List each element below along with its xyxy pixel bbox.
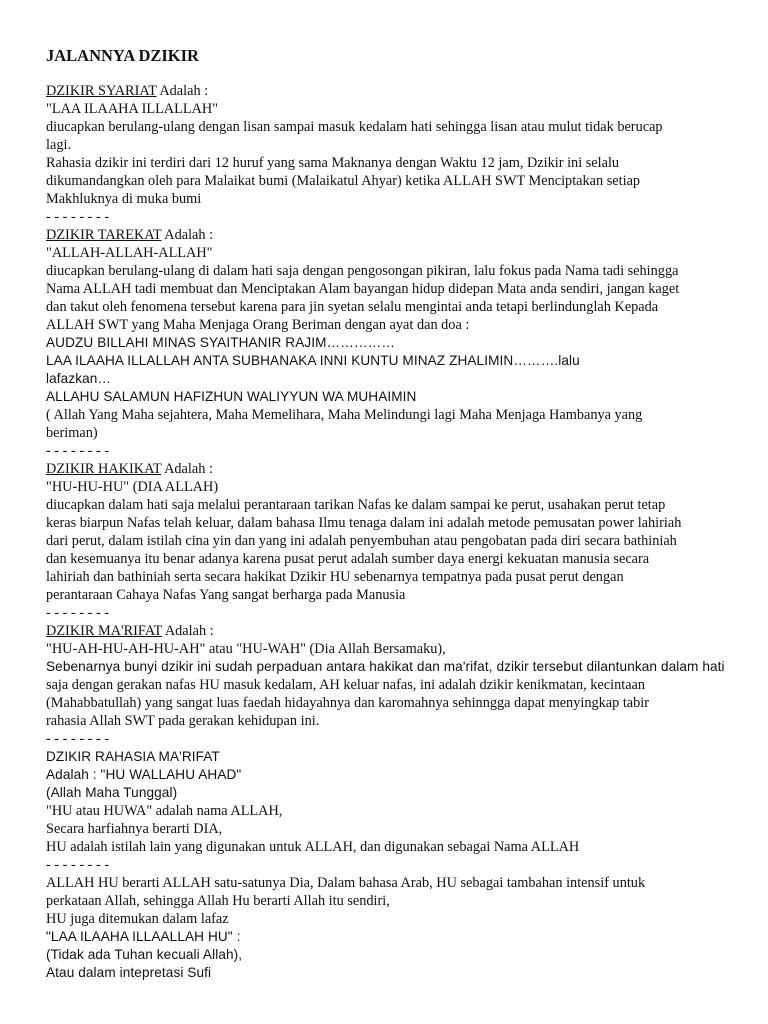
- marifat-heading: DZIKIR MA'RIFAT: [46, 623, 163, 639]
- hakikat-heading-line: [46, 460, 728, 478]
- tarekat-heading: DZIKIR TAREKAT: [46, 227, 162, 243]
- syariat-quote: "LAA ILAAHA ILLALLAH": [46, 101, 219, 117]
- text-line: diucapkan berulang-ulang dengan lisan sampai masuk kedalam hati sehingga lisan atau mulut tidak berucap: [46, 119, 663, 135]
- text-line: ALLAH HU berarti ALLAH satu-satunya Dia, Dalam bahasa Arab, HU sebagai tambahan intensif untuk: [46, 875, 646, 891]
- section-divider: - - - - - - - -: [46, 209, 110, 225]
- text-line: "LAA ILAAHA ILLAALLAH HU" :: [46, 929, 241, 944]
- page-title: JALANNYA DZIKIR: [46, 46, 199, 65]
- text-line: (Tidak ada Tuhan kecuali Allah),: [46, 947, 243, 962]
- text-line: Sebenarnya bunyi dzikir ini sudah perpaduan antara hakikat dan ma'rifat, dzikir tersebut dilantunkan dalam hati: [46, 659, 725, 674]
- prayer-line: AUDZU BILLAHI MINAS SYAITHANIR RAJIM……………: [46, 335, 396, 350]
- text-line: diucapkan berulang-ulang di dalam hati saja dengan pengosongan pikiran, lalu fokus pada Nama tadi sehingga: [46, 263, 679, 279]
- syariat-adalah: Adalah :: [156, 83, 209, 99]
- rahasia-quote: Adalah : "HU WALLAHU AHAD": [46, 767, 242, 782]
- hakikat-quote: "HU-HU-HU" (DIA ALLAH): [46, 479, 219, 495]
- text-line: (Mahabbatullah) yang sangat luas faedah hidayahnya dan karomahnya sehinngga dapat menyingkap tabir: [46, 695, 650, 711]
- text-line: HU adalah istilah lain yang digunakan untuk ALLAH, dan digunakan sebagai Nama ALLAH: [46, 839, 580, 855]
- marifat-adalah: Adalah :: [162, 623, 214, 639]
- text-line: HU juga ditemukan dalam lafaz: [46, 911, 229, 927]
- text-line: saja dengan gerakan nafas HU masuk kedalam, AH keluar nafas, ini adalah dzikir kenikmatan, kecintaan: [46, 677, 646, 693]
- text-line: Nama ALLAH tadi membuat dan Menciptakan Alam bayangan hidup didepan Mata anda sendiri, jangan kaget: [46, 281, 680, 297]
- prayer-line: LAA ILAAHA ILLALLAH ANTA SUBHANAKA INNI KUNTU MINAZ ZHALIMIN……….lalu: [46, 353, 580, 368]
- hakikat-heading: DZIKIR HAKIKAT: [46, 461, 162, 477]
- marifat-quote: "HU-AH-HU-AH-HU-AH" atau "HU-WAH" (Dia Allah Bersamaku),: [46, 641, 446, 657]
- text-line: Atau dalam intepretasi Sufi: [46, 965, 212, 980]
- syariat-heading-line: [46, 82, 728, 100]
- text-line: Makhluknya di muka bumi: [46, 191, 202, 207]
- text-line: perkataan Allah, sehingga Allah Hu berarti Allah itu sendiri,: [46, 893, 390, 909]
- text-line: diucapkan dalam hati saja melalui perantaraan tarikan Nafas ke dalam sampai ke perut, usahakan perut tetap: [46, 497, 666, 513]
- text-line: lahiriah dan bathiniah serta secara hakikat Dzikir HU sebenarnya tempatnya pada pusat perut dengan: [46, 569, 624, 585]
- section-divider: - - - - - - - -: [46, 443, 110, 459]
- text-line: lagi.: [46, 137, 72, 153]
- tarekat-adalah: Adalah :: [161, 227, 214, 243]
- text-line: dan takut oleh fenomena tersebut karena para jin syetan selalu mengintai anda tetapi berlindunglah Kepada: [46, 299, 659, 315]
- text-line: perantaraan Cahaya Nafas Yang sangat berharga pada Manusia: [46, 587, 406, 603]
- text-line: ALLAH SWT yang Maha Menjaga Orang Beriman dengan ayat dan doa :: [46, 317, 470, 333]
- rahasia-heading: DZIKIR RAHASIA MA'RIFAT: [46, 749, 220, 764]
- text-line: beriman): [46, 425, 98, 441]
- text-line: dari perut, dalam istilah cina yin dan yang ini adalah penyembuhan atau pengobatan pada diri secara bathiniah: [46, 533, 677, 549]
- text-line: rahasia Allah SWT pada gerakan kehidupan ini.: [46, 713, 320, 729]
- text-line: Secara harfiahnya berarti DIA,: [46, 821, 223, 837]
- section-divider: - - - - - - - -: [46, 605, 110, 621]
- hakikat-adalah: Adalah :: [161, 461, 213, 477]
- text-line: ( Allah Yang Maha sejahtera, Maha Memelihara, Maha Melindungi lagi Maha Menjaga Hambanya yang: [46, 407, 643, 423]
- prayer-line: ALLAHU SALAMUN HAFIZHUN WALIYYUN WA MUHAIMIN: [46, 389, 417, 404]
- text-line: Rahasia dzikir ini terdiri dari 12 huruf yang sama Maknanya dengan Waktu 12 jam, Dzikir ini selalu: [46, 155, 620, 171]
- section-divider: - - - - - - - -: [46, 857, 110, 873]
- syariat-heading: DZIKIR SYARIAT: [46, 83, 157, 99]
- marifat-heading-line: [46, 622, 728, 640]
- text-line: dan kesemuanya itu benar adanya karena pusat perut adalah sumber daya energi kekuatan manusia secara: [46, 551, 650, 567]
- text-line: dikumandangkan oleh para Malaikat bumi (Malaikatul Ahyar) ketika ALLAH SWT Menciptakan setiap: [46, 173, 641, 189]
- text-line: keras biarpun Nafas telah keluar, dalam bahasa Ilmu tenaga dalam ini adalah metode pemusatan power lahiriah: [46, 515, 682, 531]
- text-line: "HU atau HUWA" adalah nama ALLAH,: [46, 803, 283, 819]
- section-divider: - - - - - - - -: [46, 731, 110, 747]
- tarekat-heading-line: [46, 226, 728, 244]
- prayer-line: lafazkan…: [46, 371, 112, 386]
- text-line: (Allah Maha Tunggal): [46, 785, 178, 800]
- tarekat-quote: "ALLAH-ALLAH-ALLAH": [46, 245, 213, 261]
